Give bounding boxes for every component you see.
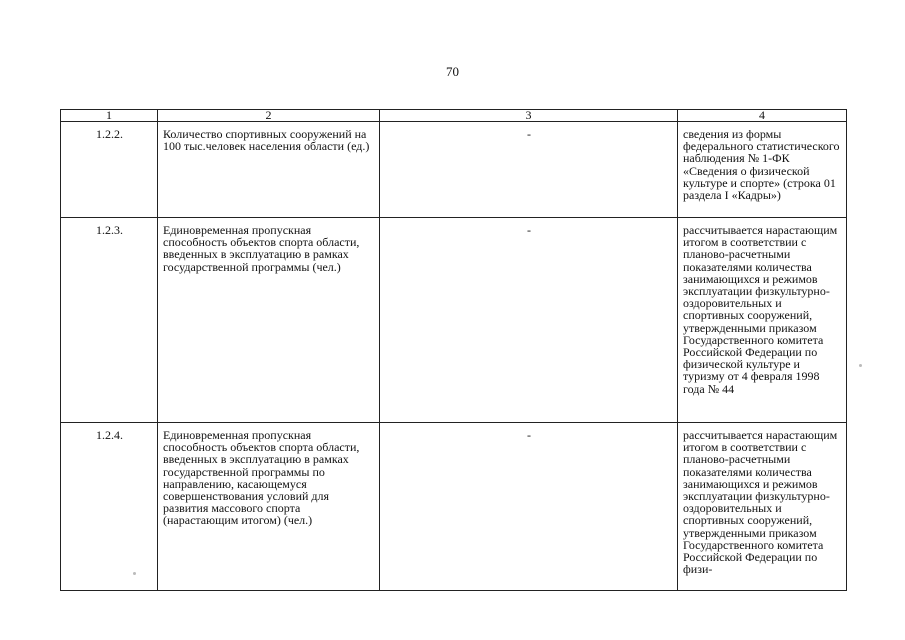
value-cell: -: [380, 122, 678, 218]
scan-speck: [859, 364, 862, 367]
indicators-table: [60, 109, 847, 591]
header-col-4: 4: [678, 110, 847, 122]
table-row: [61, 122, 847, 218]
indicator-text: Единовременная пропускная способность объектов спорта области, введенных в эксплуатацию в рамках государственной программы (чел.): [158, 218, 380, 423]
table-row: [61, 218, 847, 423]
value-cell: -: [380, 423, 678, 591]
indicator-text: Единовременная пропускная способность объектов спорта области, введенных в эксплуатацию в рамках государственной программы по направлению, касающемуся совершенствования условий для развития массового спорта (нарастающим итогом) (чел.): [158, 423, 380, 591]
table-header-row: [61, 110, 847, 122]
source-text: рассчитывается нарастающим итогом в соответствии с планово-расчетными показателями количества занимающихся и режимов эксплуатации физкультурно-оздоровительных и спортивных сооружений, утвержденными приказом Государственного комитета Российской Федерации по физи-: [678, 423, 847, 591]
value-cell: -: [380, 218, 678, 423]
table-row: [61, 423, 847, 591]
scan-speck: [133, 572, 136, 575]
header-col-2: 2: [158, 110, 380, 122]
header-col-1: 1: [61, 110, 158, 122]
row-number: 1.2.3.: [61, 218, 158, 423]
source-text: сведения из формы федерального статистического наблюдения № 1-ФК «Сведения о физической культуре и спорте» (строка 01 раздела I «Кадры»): [678, 122, 847, 218]
row-number: 1.2.2.: [61, 122, 158, 218]
header-col-3: 3: [380, 110, 678, 122]
indicator-text: Количество спортивных сооружений на 100 тыс.человек населения области (ед.): [158, 122, 380, 218]
row-number: 1.2.4.: [61, 423, 158, 591]
source-text: рассчитывается нарастающим итогом в соответствии с планово-расчетными показателями количества занимающихся и режимов эксплуатации физкультурно-оздоровительных и спортивных сооружений, утвержденными приказом Государственного комитета Российской Федерации по физической культуре и туризму от 4 февраля 1998 года № 44: [678, 218, 847, 423]
page-number: 70: [446, 64, 459, 79]
